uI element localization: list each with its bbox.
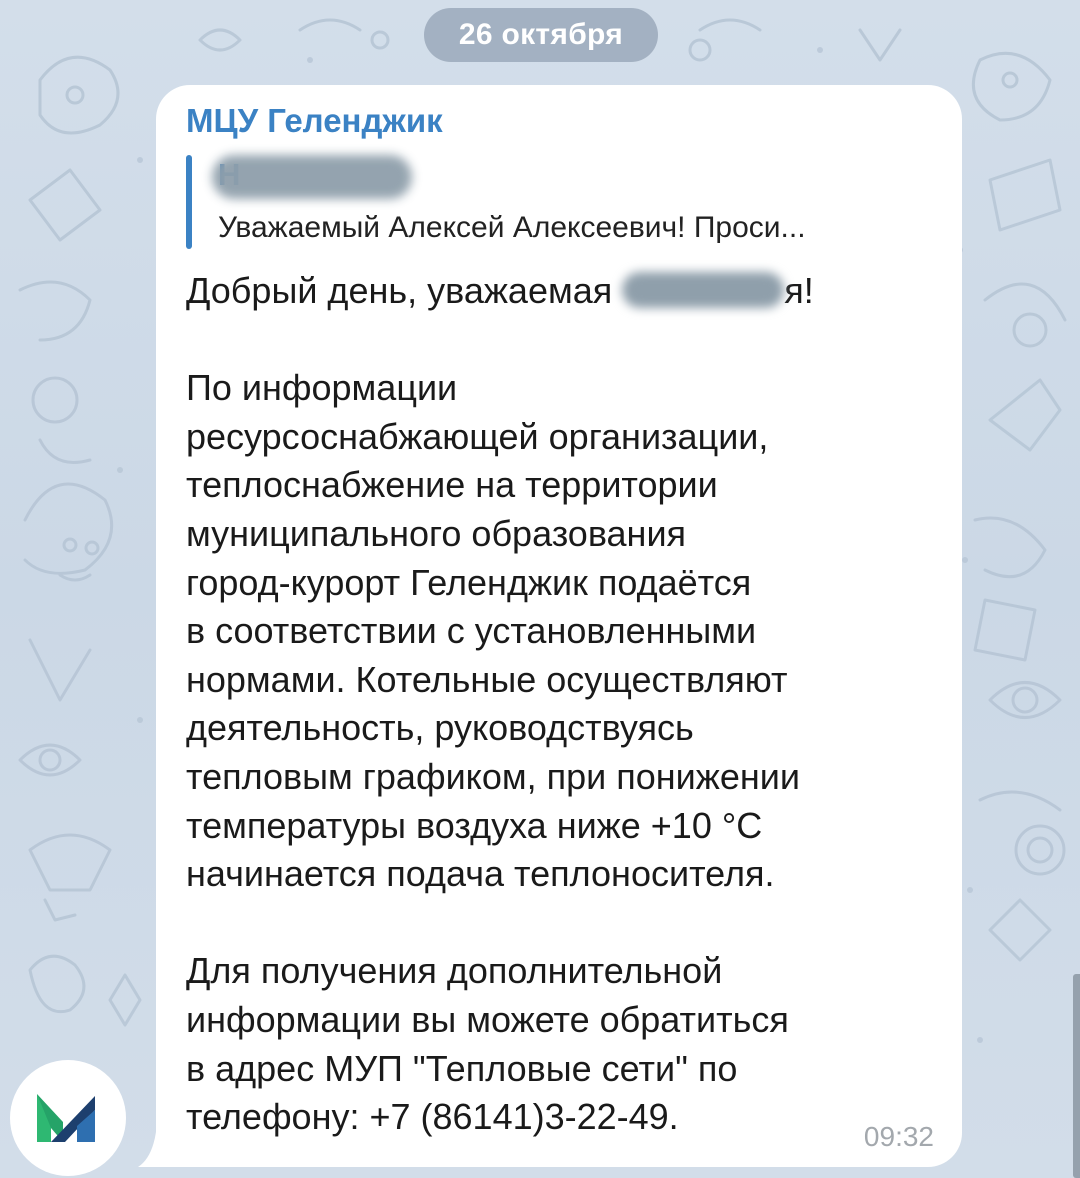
paragraph-line: нормами. Котельные осуществляют <box>186 658 788 700</box>
paragraph-line: город-курорт Геленджик подаётся <box>186 561 752 603</box>
mcu-logo-icon <box>33 1088 103 1148</box>
greeting-line <box>186 267 936 316</box>
date-header[interactable] <box>424 8 658 62</box>
paragraph-line: Для получения дополнительной <box>186 950 723 992</box>
greeting-start: Добрый день, уважаемая <box>186 270 613 311</box>
redacted-name <box>622 270 784 310</box>
scrollbar[interactable] <box>1073 974 1080 1178</box>
paragraph-spacer <box>186 899 936 948</box>
paragraph-line: информации вы можете обратиться <box>186 998 789 1040</box>
date-header-label: 26 октября <box>458 18 624 51</box>
message-text <box>186 267 936 1142</box>
message-bubble[interactable] <box>156 85 962 1167</box>
paragraph-line: в адрес МУП "Тепловые сети" по <box>186 1047 738 1089</box>
paragraph-line: температуры воздуха ниже +10 °С <box>186 804 763 846</box>
greeting-end: я! <box>784 270 814 311</box>
phone-line[interactable]: телефону: +7 (86141)3-22-49. <box>186 1096 679 1138</box>
sender-avatar[interactable] <box>10 1060 126 1176</box>
reply-text: Уважаемый Алексей Алексеевич! Проси... <box>218 211 806 244</box>
paragraph-line: теплоснабжение на территории <box>186 464 718 506</box>
paragraph-line: в соответствии с установленными <box>186 610 757 652</box>
paragraph-line: муниципального образования <box>186 512 687 554</box>
paragraph-spacer <box>186 316 936 365</box>
paragraph-line: начинается подача теплоносителя. <box>186 853 775 895</box>
paragraph-line: тепловым графиком, при понижении <box>186 755 800 797</box>
reply-quote-bar <box>186 155 192 249</box>
sender-name[interactable]: МЦУ Геленджик <box>186 102 443 139</box>
paragraph-line: По информации <box>186 367 458 409</box>
paragraph-line: ресурсоснабжающей организации, <box>186 415 769 457</box>
redacted-reply-author <box>212 155 412 199</box>
reply-quote[interactable] <box>186 155 946 249</box>
paragraph-line: деятельность, руководствуясь <box>186 707 694 749</box>
message-time: 09:32 <box>863 1121 934 1152</box>
